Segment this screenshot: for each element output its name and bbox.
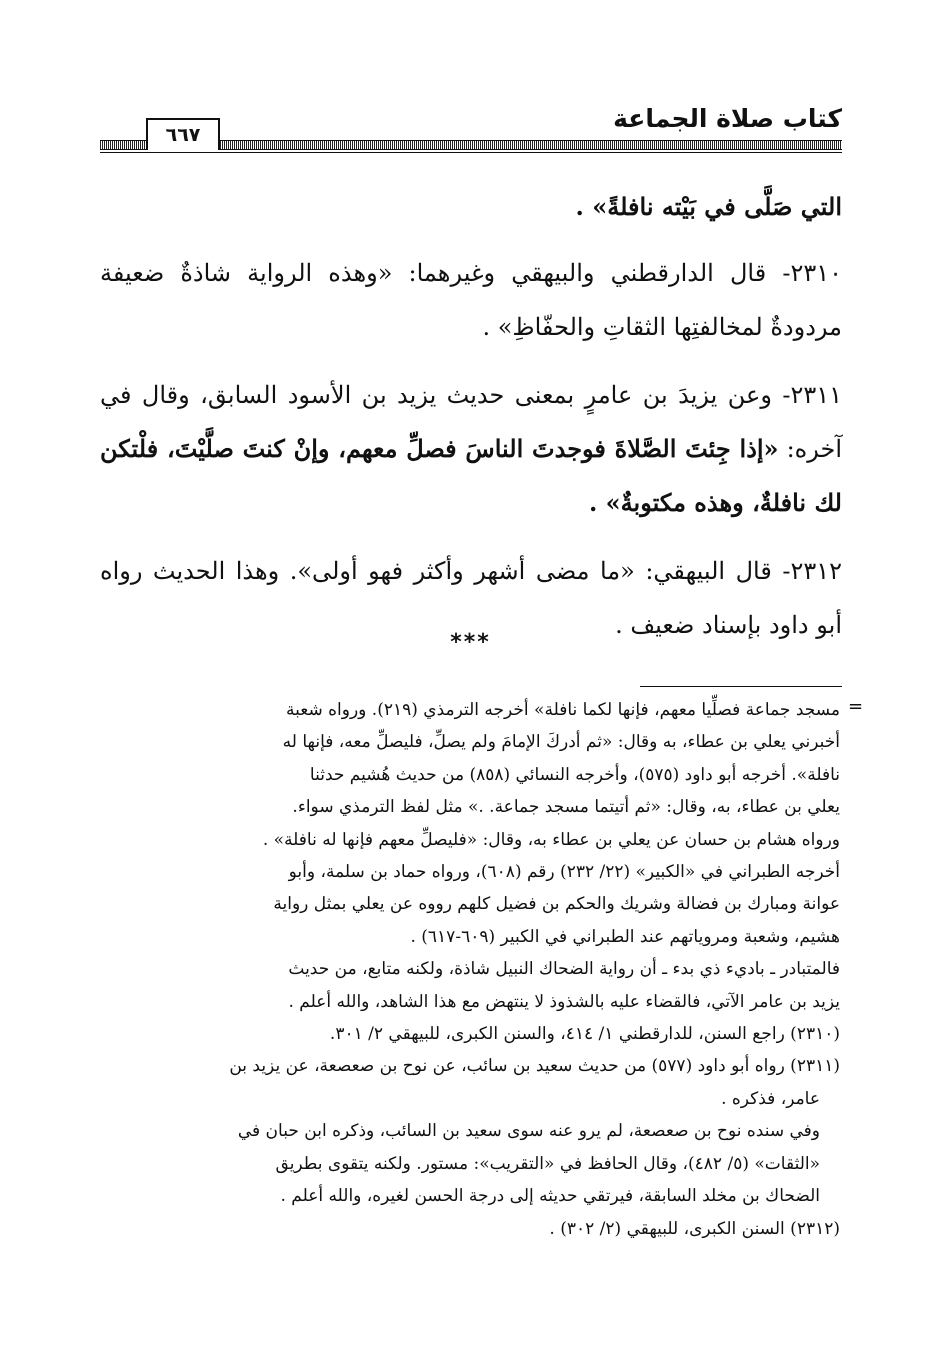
footnote-line: وفي سنده نوح بن صعصعة، لم يرو عنه سوى سعيد بن السائب، وذكره ابن حبان في <box>237 1121 820 1142</box>
footnote-2311: (٢٣١١) رواه أبو داود (٥٧٧) من حديث سعيد بن سائب، عن نوح بن صعصعة، عن يزيد بن <box>229 1056 840 1077</box>
footnote-2312: (٢٣١٢) السنن الكبرى، للبيهقي (٢/ ٣٠٢) . <box>549 1218 840 1239</box>
footnote-2311-continued: عامر، فذكره . <box>721 1088 820 1109</box>
footnote-line: عوانة ومبارك بن فضالة وشريك والحكم بن فضيل كلهم رووه عن يعلي بمثل رواية <box>273 894 840 915</box>
footnote-line: مسجد جماعة فصلِّيا معهم، فإنها لكما نافلة» أخرجه الترمذي (٢١٩). ورواه شعبة <box>286 700 840 720</box>
footnote-continuation-mark: = <box>848 696 864 717</box>
footnote-line: «الثقات» (٥/ ٤٨٢)، وقال الحافظ في «التقريب»: مستور. ولكنه يتقوى بطريق <box>275 1153 820 1174</box>
footnote-line: فالمتبادر ـ باديء ذي بدء ـ أن رواية الضحاك النبيل شاذة، ولكنه متابع، من حديث <box>288 959 840 980</box>
header-rule-thin <box>100 152 842 153</box>
footnotes <box>100 694 840 1245</box>
paragraph-2311-intro: ٢٣١١- وعن يزيدَ بن عامرٍ بمعنى حديث يزيد بن الأسود السابق، وقال في آخره: <box>100 381 842 463</box>
paragraph-2310: ٢٣١٠- قال الدارقطني والبيهقي وغيرهما: «وهذه الرواية شاذةٌ ضعيفة مردودةٌ لمخالفتِها الثقاتِ والحفّاظِ» . <box>100 259 842 341</box>
footnote-line: الضحاك بن مخلد السابقة، فيرتقي حديثه إلى درجة الحسن لغيره، والله أعلم . <box>280 1186 820 1207</box>
footnote-line: أخرجه الطبراني في «الكبير» (٢٢/ ٢٣٢) رقم (٦٠٨)، ورواه حماد بن سلمة، وأبو <box>288 862 840 883</box>
page-header <box>100 100 842 154</box>
paragraph-2312: ٢٣١٢- قال البيهقي: «ما مضى أشهر وأكثر فهو أولى». وهذا الحديث رواه أبو داود بإسناد ضعيف . <box>100 557 842 639</box>
footnote-2310: (٢٣١٠) راجع السنن، للدارقطني ١/ ٤١٤، والسنن الكبرى، للبيهقي ٢/ ٣٠١. <box>329 1024 840 1045</box>
footnote-line: أخبرني يعلي بن عطاء، به وقال: «ثم أدركَ الإمامَ ولم يصلِّ، فليصلِّ معه، فإنها له <box>282 732 840 753</box>
footnote-line: يعلي بن عطاء، به، وقال: «ثم أتيتما مسجد جماعة. .» مثل لفظ الترمذي سواء. <box>292 797 840 818</box>
paragraph-continuation: التي صَلَّى في بَيْته نافلةً» . <box>575 192 842 221</box>
footnote-line: ورواه هشام بن حسان عن يعلي بن عطاء به، وقال: «فليصلِّ معهم فإنها له نافلة» . <box>262 829 840 850</box>
main-text <box>100 180 842 666</box>
paragraph-2311 <box>100 368 842 530</box>
footnote-line: هشيم، وشعبة ومروياتهم عند الطبراني في الكبير (٦٠٩-٦١٧) . <box>410 926 840 947</box>
running-title: كتاب صلاة الجماعة <box>613 104 842 133</box>
section-separator: *** <box>450 630 491 655</box>
paragraph-2311-quote: «إذا جِئتَ الصَّلاةَ فوجدتَ الناسَ فصلِّ معهم، وإنْ كنتَ صلَّيْتَ، فلْتكن لك نافلةٌ، وهذه مكتوبةٌ» . <box>100 434 842 517</box>
page-number: ٦٦٧ <box>146 118 220 150</box>
footnote-continued <box>100 694 840 1018</box>
footnote-divider <box>640 686 842 687</box>
footnote-line: يزيد بن عامر الآتي، فالقضاء عليه بالشذوذ لا ينتهض مع هذا الشاهد، والله أعلم . <box>288 991 840 1012</box>
footnote-line: نافلة». أخرجه أبو داود (٥٧٥)، وأخرجه النسائي (٨٥٨) من حديث هُشيم حدثنا <box>309 764 840 785</box>
